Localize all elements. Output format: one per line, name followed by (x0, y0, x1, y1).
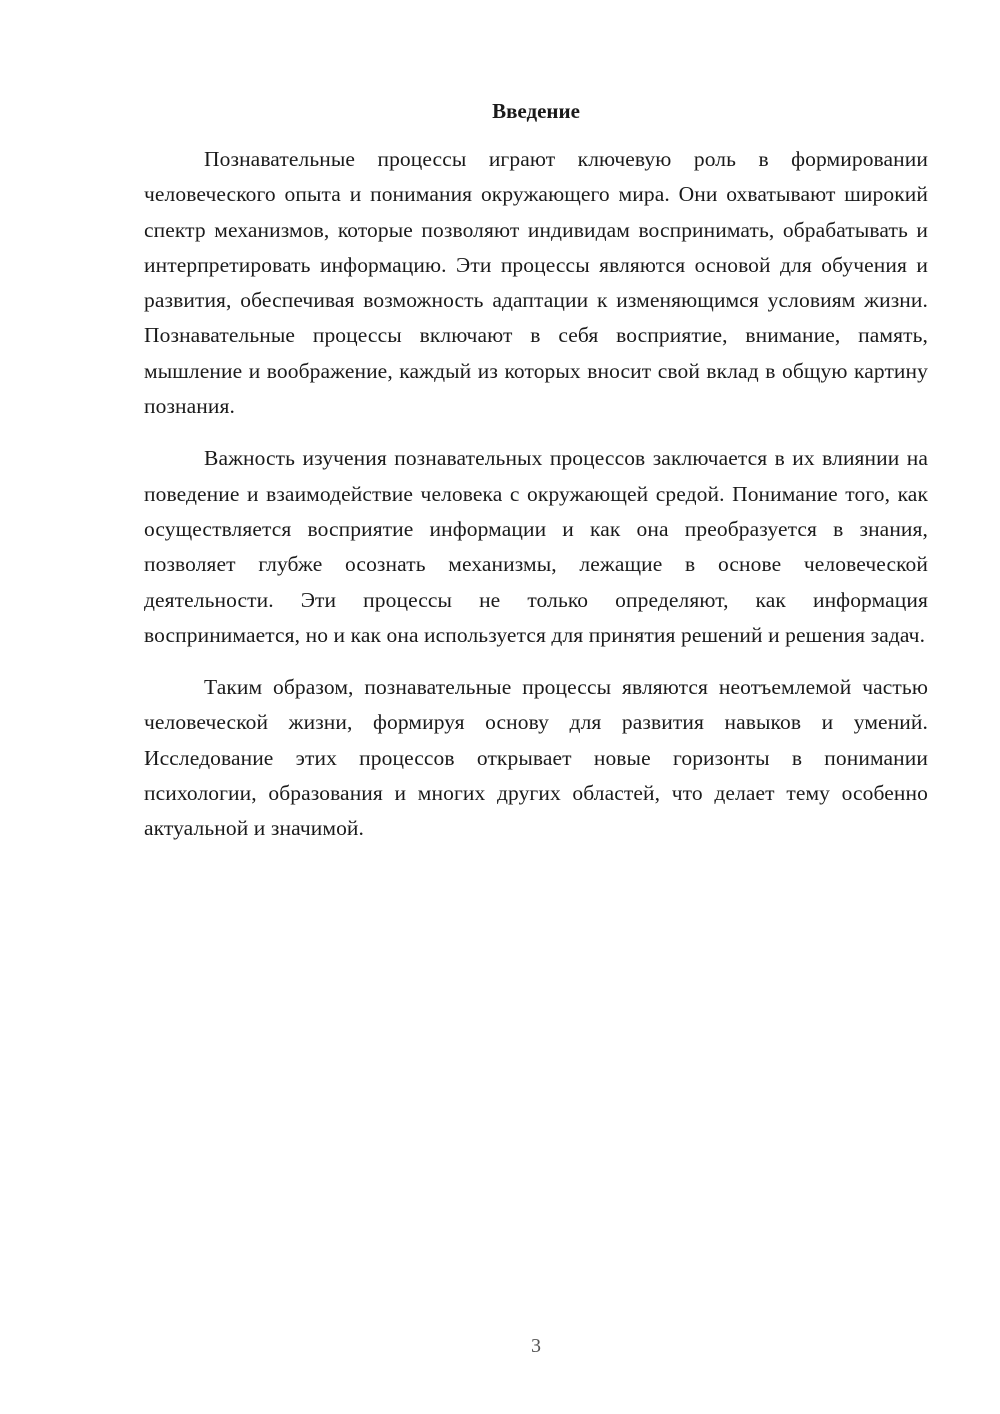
paragraph-3: Таким образом, познавательные процессы являются неотъемлемой частью человеческой жизни, формируя основу для развития навыков и умений. Исследование этих процессов открывает новые горизонты в понимании психологии, образования и многих других областей, что делает тему особенно актуальной и значимой. (144, 675, 928, 841)
document-body (144, 142, 928, 864)
page-number: 3 (531, 1335, 541, 1357)
paragraph-1: Познавательные процессы играют ключевую роль в формировании человеческого опыта и понимания окружающего мира. Они охватывают широкий спектр механизмов, которые позволяют индивидам воспринимать, обрабатывать и интерпретировать информацию. Эти процессы являются основой для обучения и развития, обеспечивая возможность адаптации к изменяющимся условиям жизни. Познавательные процессы включают в себя восприятие, внимание, память, мышление и воображение, каждый из которых вносит свой вклад в общую картину познания. (144, 147, 928, 419)
paragraph-2: Важность изучения познавательных процессов заключается в их влиянии на поведение и взаимодействие человека с окружающей средой. Понимание того, как осуществляется восприятие информации и как она преобразуется в знания, позволяет глубже осознать механизмы, лежащие в основе человеческой деятельности. Эти процессы не только определяют, как информация воспринимается, но и как она используется для принятия решений и решения задач. (144, 446, 928, 647)
page-title: Введение (492, 99, 580, 123)
